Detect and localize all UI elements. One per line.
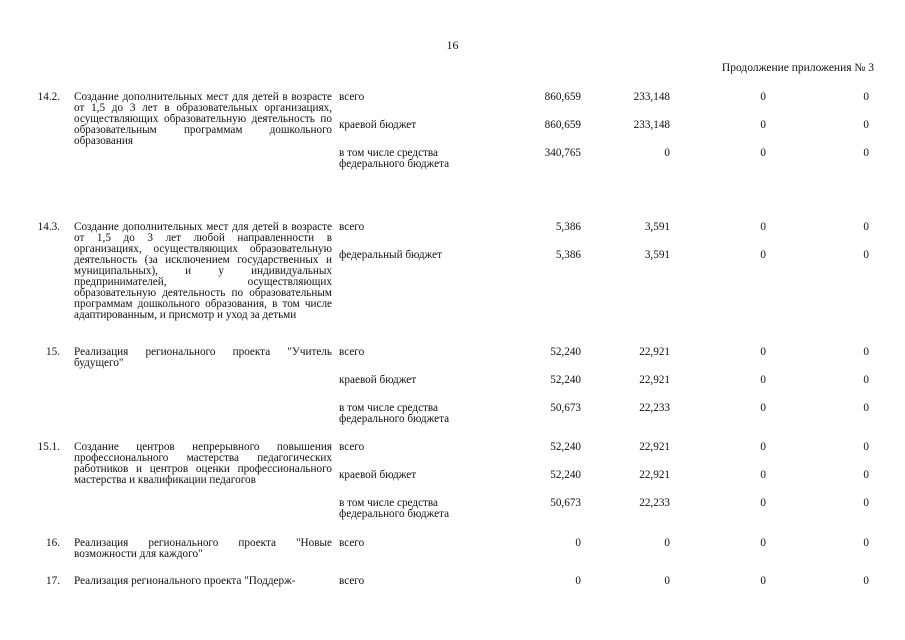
amount-cell-2: 22,921 <box>639 346 670 358</box>
funding-source-label: краевой бюджет <box>339 469 417 481</box>
amount-cell-2: 22,233 <box>639 402 670 414</box>
amount-cell-3: 0 <box>760 346 766 358</box>
funding-source-label: в том числе средства федерального бюджета <box>339 402 450 425</box>
amount-cell-3: 0 <box>760 374 766 386</box>
amount-cell-1: 52,240 <box>550 346 581 358</box>
amount-cell-4: 0 <box>863 119 869 131</box>
amount-cell-4: 0 <box>863 91 869 103</box>
row-title: Реализация регионального проекта "Учитель будущего" <box>74 346 332 369</box>
amount-cell-3: 0 <box>760 441 766 453</box>
funding-source-label: краевой бюджет <box>339 119 417 131</box>
amount-cell-3: 0 <box>760 469 766 481</box>
amount-cell-1: 860,659 <box>544 91 581 103</box>
funding-source-label: всего <box>339 537 365 549</box>
amount-cell-1: 5,386 <box>555 221 581 233</box>
amount-cell-4: 0 <box>863 575 869 587</box>
row-number: 14.3. <box>37 221 60 233</box>
amount-cell-1: 50,673 <box>550 402 581 414</box>
amount-cell-3: 0 <box>760 402 766 414</box>
amount-cell-1: 0 <box>575 575 581 587</box>
amount-cell-4: 0 <box>863 469 869 481</box>
appendix-continuation-label: Продолжение приложения № 3 <box>721 62 874 74</box>
amount-cell-1: 0 <box>575 537 581 549</box>
amount-cell-1: 52,240 <box>550 469 581 481</box>
amount-cell-3: 0 <box>760 119 766 131</box>
funding-source-label: всего <box>339 91 365 103</box>
funding-source-label: всего <box>339 346 365 358</box>
funding-source-label: федеральный бюджет <box>339 249 442 261</box>
amount-cell-2: 233,148 <box>633 91 670 103</box>
row-title: Создание дополнительных мест для детей в возрасте от 1,5 до 3 лет любой направленности в организациях, осуществляющих образовательную деятельность (за исключением государственных и муниципальных), и у индивидуальных предпринимателей, осуществляющих образовательную деятельность по образовательным программам дошкольного образования, в том числе адаптированным, и присмотр и уход за детьми <box>74 221 332 321</box>
funding-source-label: всего <box>339 441 365 453</box>
amount-cell-4: 0 <box>863 402 869 414</box>
amount-cell-3: 0 <box>760 249 766 261</box>
amount-cell-1: 5,386 <box>555 249 581 261</box>
amount-cell-3: 0 <box>760 497 766 509</box>
row-number: 17. <box>46 575 60 587</box>
amount-cell-3: 0 <box>760 575 766 587</box>
amount-cell-2: 0 <box>664 147 670 159</box>
amount-cell-1: 52,240 <box>550 441 581 453</box>
amount-cell-2: 233,148 <box>633 119 670 131</box>
amount-cell-2: 22,921 <box>639 441 670 453</box>
row-title: Реализация регионального проекта "Поддерж- <box>74 575 296 587</box>
amount-cell-4: 0 <box>863 249 869 261</box>
amount-cell-4: 0 <box>863 221 869 233</box>
amount-cell-3: 0 <box>760 537 766 549</box>
amount-cell-3: 0 <box>760 147 766 159</box>
amount-cell-3: 0 <box>760 91 766 103</box>
amount-cell-4: 0 <box>863 147 869 159</box>
amount-cell-2: 22,921 <box>639 469 670 481</box>
amount-cell-2: 0 <box>664 575 670 587</box>
amount-cell-1: 50,673 <box>550 497 581 509</box>
funding-source-label: в том числе средства федерального бюджета <box>339 497 450 520</box>
amount-cell-2: 22,921 <box>639 374 670 386</box>
amount-cell-4: 0 <box>863 537 869 549</box>
row-number: 15. <box>46 346 60 358</box>
row-title: Создание центров непрерывного повышения профессионального мастерства педагогических работников и центров оценки профессионального мастерства и квалификации педагогов <box>74 441 332 486</box>
amount-cell-2: 3,591 <box>644 249 670 261</box>
amount-cell-1: 340,765 <box>544 147 581 159</box>
amount-cell-2: 22,233 <box>639 497 670 509</box>
row-number: 16. <box>46 537 60 549</box>
amount-cell-4: 0 <box>863 441 869 453</box>
row-title: Реализация регионального проекта "Новые возможности для каждого" <box>74 537 332 560</box>
funding-source-label: в том числе средства федерального бюджета <box>339 147 450 170</box>
funding-source-label: всего <box>339 221 365 233</box>
amount-cell-4: 0 <box>863 497 869 509</box>
amount-cell-3: 0 <box>760 221 766 233</box>
amount-cell-2: 0 <box>664 537 670 549</box>
amount-cell-4: 0 <box>863 346 869 358</box>
amount-cell-2: 3,591 <box>644 221 670 233</box>
page-number: 16 <box>446 38 459 52</box>
amount-cell-1: 860,659 <box>544 119 581 131</box>
amount-cell-4: 0 <box>863 374 869 386</box>
row-number: 14.2. <box>37 91 60 103</box>
row-number: 15.1. <box>37 441 60 453</box>
row-title: Создание дополнительных мест для детей в возрасте от 1,5 до 3 лет в образовательных организациях, осуществляющих образовательную деятельность по образовательным программам дошкольного образования <box>74 91 332 147</box>
amount-cell-1: 52,240 <box>550 374 581 386</box>
funding-source-label: краевой бюджет <box>339 374 417 386</box>
funding-source-label: всего <box>339 575 365 587</box>
